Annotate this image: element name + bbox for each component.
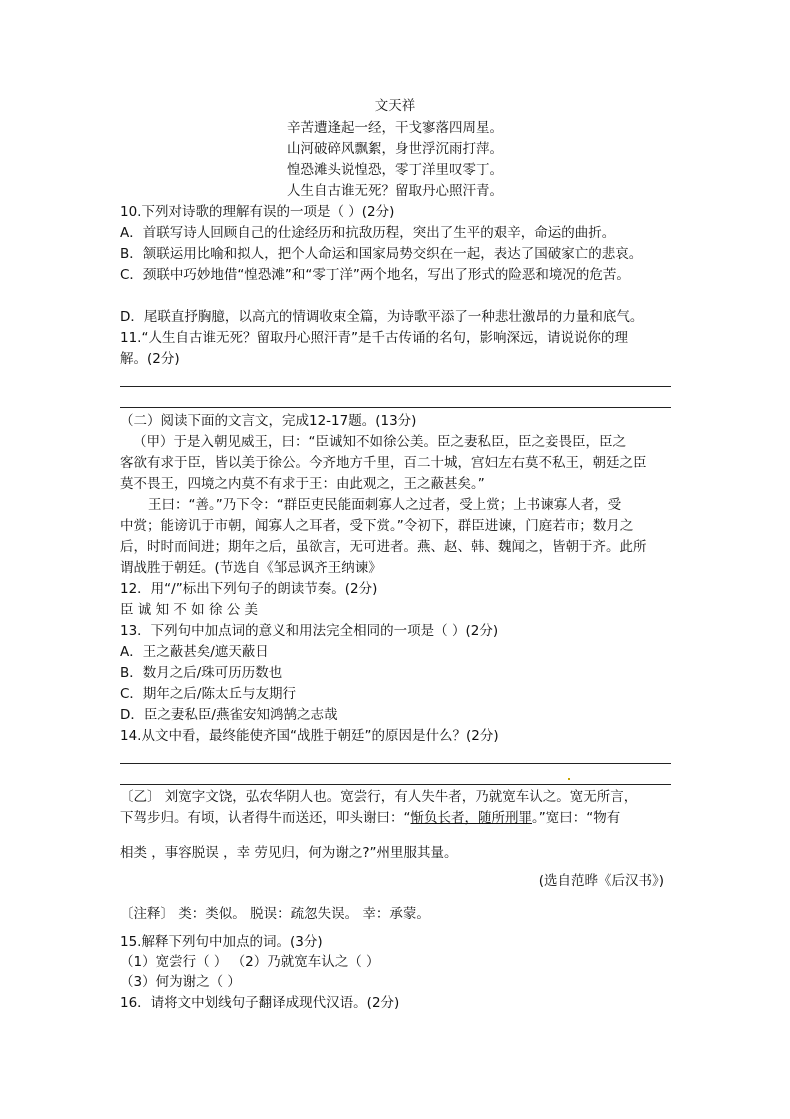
passage-yi-line-2-pre: 下驾步归。有顷，认者得牛而送还，叩头谢曰：“: [120, 810, 411, 826]
q15-row-2: （3）何为谢之（ ）: [120, 974, 241, 990]
passage-jia-line-6: 后，时时而间进；期年之后，虽欲言，无可进者。燕、赵、韩、魏闻之，皆朝于齐。此所: [120, 539, 647, 555]
poem-line-2: 山河破碎风飘絮，身世浮沉雨打萍。: [287, 141, 503, 157]
q13-stem: 13．下列句中加点词的意义和用法完全相同的一项是（ ）(2分): [120, 623, 499, 639]
q10-option-b: B．颔联运用比喻和拟人，把个人命运和国家局势交织在一起，表达了国破家亡的悲哀。: [120, 246, 643, 262]
underlined-sentence: 惭负长者，随所刑罪: [410, 810, 532, 826]
poem-author: 文天祥: [374, 98, 416, 114]
passage-yi-source: (选自范晔《后汉书》): [538, 873, 664, 889]
q13-option-c: C．期年之后/陈太丘与友期行: [120, 686, 296, 702]
poem-line-3: 惶恐滩头说惶恐，零丁洋里叹零丁。: [287, 162, 503, 178]
passage-yi-line-2-post: 。”宽曰：“物有: [532, 810, 621, 826]
poem-line-4: 人生自古谁无死？留取丹心照汗青。: [287, 183, 503, 199]
q15-row-1: （1）宽尝行（ ） （2）乃就宽车认之（ ）: [120, 954, 380, 970]
q11-line-1: 11.“人生自古谁无死？留取丹心照汗青”是千古传诵的名句，影响深远，请说说你的理: [120, 330, 628, 346]
q16-stem: 16．请将文中划线句子翻译成现代汉语。(2分): [120, 995, 400, 1011]
q13-option-a: A．王之蔽甚矣/遮天蔽日: [120, 644, 269, 660]
stray-mark: [568, 778, 570, 780]
passage-jia-line-2: 客欲有求于臣，皆以美于徐公。今齐地方千里，百二十城，宫妇左右莫不私王，朝廷之臣: [120, 455, 647, 471]
q10-option-d: D．尾联直抒胸臆，以高亢的情调收束全篇，为诗歌平添了一种悲壮激昂的力量和底气。: [120, 309, 644, 325]
passage-yi-line-3: 相类 ，事容脱误 ，幸 劳见归，何为谢之?”州里服其量。: [120, 845, 458, 861]
passage-jia-line-5: 中赏；能谤讥于市朝，闻寡人之耳者，受下赏。”令初下，群臣进谏，门庭若市；数月之: [120, 518, 634, 534]
passage-yi-line-1: 〔乙〕 刘宽字文饶，弘农华阴人也。宽尝行，有人失牛者，乃就宽车认之。宽无所言，: [120, 789, 638, 805]
q12-stem: 12．用“/”标出下列句子的朗读节奏。(2分): [120, 581, 378, 597]
passage-jia-line-3: 莫不畏王，四境之内莫不有求于王：由此观之，王之蔽甚矣。”: [120, 476, 485, 492]
passage-jia-line-1: （甲）于是入朝见威王，曰：“臣诚知不如徐公美。臣之妻私臣，臣之妾畏臣，臣之: [133, 434, 626, 450]
answer-line: [120, 784, 671, 785]
q14-stem: 14.从文中看，最终能使齐国“战胜于朝廷”的原因是什么？(2分): [120, 728, 499, 744]
q12-sentence: 臣 诚 知 不 如 徐 公 美: [120, 602, 259, 618]
q10-stem: 10.下列对诗歌的理解有误的一项是（ ）(2分): [120, 204, 395, 220]
passage-jia-line-7: 谓战胜于朝廷。(节选自《邹忌讽齐王纳谏》: [120, 560, 382, 576]
q10-option-c: C．颈联中巧妙地借“惶恐滩”和“零丁洋”两个地名，写出了形式的险恶和境况的危苦。: [120, 267, 630, 283]
q13-option-b: B．数月之后/珠可历历数也: [120, 665, 283, 681]
passage-jia-line-4: 王曰：“善。”乃下令：“群臣吏民能面刺寡人之过者，受上赏；上书谏寡人者，受: [148, 497, 622, 513]
q13-option-d: D．臣之妻私臣/燕雀安知鸿鹄之志哉: [120, 707, 338, 723]
answer-line: [120, 407, 671, 408]
poem-line-1: 辛苦遭逢起一经，干戈寥落四周星。: [287, 120, 503, 136]
passage-yi-line-2: [120, 809, 620, 827]
q11-line-2: 解。(2分): [120, 351, 180, 367]
q15-stem: 15.解释下列句中加点的词。(3分): [120, 934, 323, 950]
section2-heading: （二）阅读下面的文言文，完成12-17题。(13分): [120, 413, 417, 429]
answer-line: [120, 386, 671, 387]
annotation-notes: 〔注释〕 类：类似。 脱误：疏忽失误。 幸：承蒙。: [120, 906, 430, 922]
q10-option-a: A．首联写诗人回顾自己的仕途经历和抗敌历程，突出了生平的艰辛，命运的曲折。: [120, 225, 616, 241]
answer-line: [120, 763, 671, 764]
